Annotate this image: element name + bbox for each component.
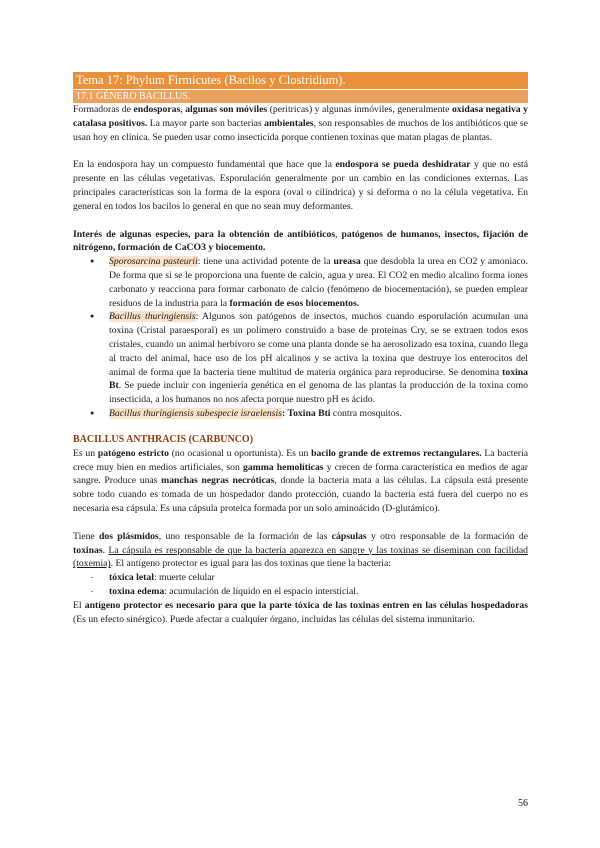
list-item: - tóxica letal: muerte celular <box>109 571 528 585</box>
paragraph-intro: Formadoras de endosporas, algunas son móviles (peritricas) y algunas inmóviles, generalmente oxidasa negativa y catalasa positivos. La mayor parte son bacterias ambientales, son responsables de muchos de los antibióticos que se usan hoy en clínica. Se pueden usar como insecticida porque contienen toxinas que matan plagas de plantas. <box>73 104 528 143</box>
list-item: ● Bacillus thuringiensis subespecie israelensis: Toxina Bti contra mosquitos. <box>109 407 528 421</box>
page-title: Tema 17: Phylum Firmicutes (Bacilos y Clostridium). <box>73 72 528 89</box>
page-number: 56 <box>518 798 528 809</box>
list-item: ● Bacillus thuringiensis: Algunos son patógenos de insectos, muchos cuando esporulación acumulan una toxina (Cristal paraesporal) es un polímero construido a base de proteínas Cry, se se extraen todos esos cristales, cuando un animal herbívoro se come una planta donde se ha aerosolizado esa toxina, cuando llega al tracto del animal, hace uso de los pH alcalinos y se activa la toxina que destruye los enterocitos del animal de forma que la bacteria tiene multitud de materia orgánica para reproducirse. Se denomina toxina Bt. Se puede incluir con ingeniería genética en el genoma de las plantas la producción de la toxina como insecticida, a los humanos no nos afecta porque nuestro pH es ácido. <box>109 310 528 407</box>
list-item: ● Sporosarcina pasteurii: tiene una actividad potente de la ureasa que desdobla la urea en CO2 y amoniaco. De forma que si se le proporciona una fuente de calcio, agua y urea. El CO2 en medio alcalino forma iones carbonato y reacciona para formar carbonato de calcio (fenómeno de biocementación), se pueden emplear residuos de la industria para la formación de esos biocementos. <box>109 255 528 310</box>
paragraph-antigeno: El antígeno protector es necesario para que la parte tóxica de las toxinas entren en las células hospedadoras (Es un efecto sinérgico). Puede afectar a cualquier órgano, incluidas las células del sistema inmunitario. <box>73 599 528 625</box>
page-content <box>73 72 528 626</box>
paragraph-endospora: En la endospora hay un compuesto fundamental que hace que la endospora se pueda deshidratar y que no está presente en las células vegetativas. Esporulación generalmente por un cambio en las condiciones externas. Las principales características son la forma de la espora (oval o cilíndrica) y si deforma o no la célula vegetativa. En general en todos los bacilos lo general en que no sean muy deformantes. <box>73 159 528 212</box>
paragraph-interes: Interés de algunas especies, para la obtención de antibióticos, patógenos de humanos, insectos, fijación de nitrógeno, formación de CaCO3 y biocemento. <box>73 228 528 254</box>
section-subtitle: 17.1 GÉNERO BACILLUS. <box>73 90 528 103</box>
paragraph-plasmidos: Tiene dos plásmidos, uno responsable de la formación de las cápsulas y otro responsable de la formación de toxinas. La cápsula es responsable de que la bacteria aparezca en sangre y las toxinas se diseminan con facilidad (toxemia). El antígeno protector es igual para las dos toxinas que tiene la bacteria: <box>73 530 528 570</box>
list-item: - toxina edema: acumulación de líquido en el espacio intersticial. <box>109 585 528 599</box>
toxin-list <box>73 571 528 599</box>
section-heading-anthracis: BACILLUS ANTHRACIS (CARBUNCO) <box>73 433 254 445</box>
species-list <box>73 255 528 421</box>
paragraph-anthracis: Es un patógeno estricto (no ocasional u oportunista). Es un bacilo grande de extremos rectangulares. La bacteria crece muy bien en medios artificiales, son gamma hemolíticas y crecen de forma característica en medios de agar sangre. Produce unas manchas negras necróticas, donde la bacteria mata a las células. La cápsula está presente sobre todo cuando es tomada de un hospedador dando protección, cuando la bacteria está fuera del cuerpo no es necesaria esa cápsula. Es una cápsula proteica formada por un solo aminoácido (D-glutámico). <box>73 447 528 514</box>
